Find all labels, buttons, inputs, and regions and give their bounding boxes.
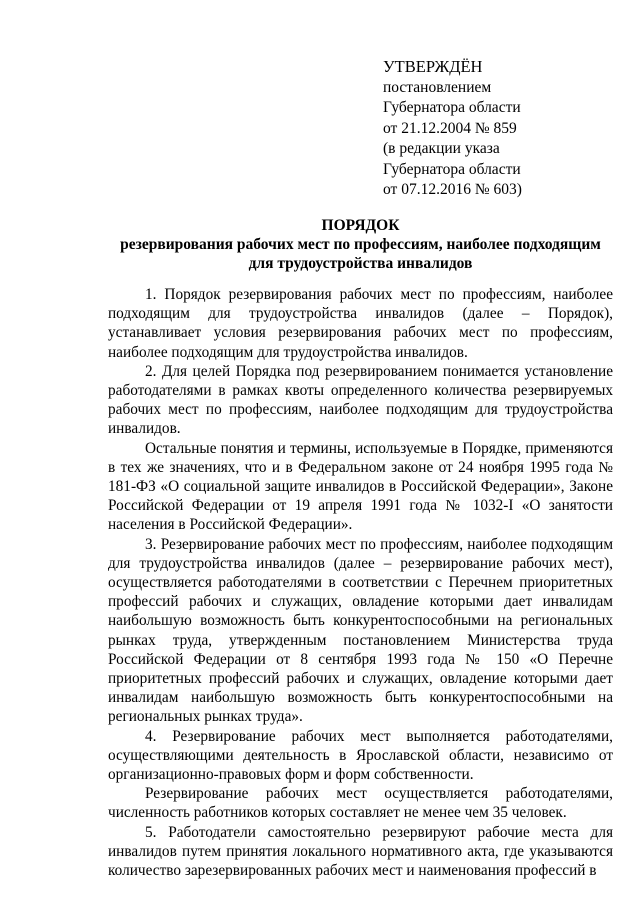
approval-line: Губернатора области	[383, 160, 521, 178]
paragraph-1: 1. Порядок резервирования рабочих мест по профессиям, наиболее подходящим для трудоустройства инвалидов (далее – Порядок), устанавливает условия резервирования рабочих мест по профессиям, наиболее подходящим для трудоустройства инвалидов.	[108, 286, 613, 361]
paragraph-4: 4. Резервирование рабочих мест выполняется работодателями, осуществляющими деятельность в Ярославской области, независимо от организационно-правовых форм и форм собственности.	[108, 727, 613, 784]
approval-stamp	[383, 57, 623, 201]
document-title: ПОРЯДОК	[321, 217, 400, 234]
approval-line: постановлением	[383, 78, 492, 96]
paragraph-2-continued: Остальные понятия и термины, используемые в Порядке, применяются в тех же значениях, что и в Федеральном законе от 24 ноября 1995 года № 181-ФЗ «О социальной защите инвалидов в Российской Федерации», Законе Российской Федерации от 19 апреля 1991 года № 1032-I «О занятости населения в Российской Федерации».	[108, 439, 613, 534]
paragraph-5: 5. Работодатели самостоятельно резервируют рабочие места для инвалидов путем принятия локального нормативного акта, где указываются количество зарезервированных рабочих мест и наименования профессий в	[108, 823, 613, 880]
approval-line: Губернатора области	[383, 99, 521, 116]
document-subtitle-line: для трудоустройства инвалидов	[248, 255, 473, 272]
approval-line: от 21.12.2004 № 859	[383, 119, 517, 137]
paragraph-4-continued: Резервирование рабочих мест осуществляется работодателями, численность работников которых составляет не менее чем 35 человек.	[108, 785, 613, 822]
paragraph-3: 3. Резервирование рабочих мест по профессиям, наиболее подходящим для трудоустройства инвалидов (далее – резервирование рабочих мест), осуществляется работодателями в соответствии с Перечнем приоритетных профессий рабочих и служащих, овладение которыми дает инвалидам наибольшую возможность быть конкурентоспособными на региональных рынках труда, утвержденным постановлением Министерства труда Российской Федерации от 8 сентября 1993 года № 150 «О Перечне приоритетных профессий рабочих и служащих, овладение которыми дает инвалидам наибольшую возможность быть конкурентоспособными на региональных рынках труда».	[108, 535, 613, 726]
document-subtitle-line: резервирования рабочих мест по профессиям, наиболее подходящим	[120, 236, 601, 253]
approval-heading: УТВЕРЖДЁН	[383, 57, 483, 76]
document-title-block	[108, 216, 613, 273]
approval-line: (в редакции указа	[383, 140, 500, 157]
document-body	[108, 285, 613, 880]
paragraph-2: 2. Для целей Порядка под резервированием понимается установление работодателями в рамках квоты определенного количества резервируемых рабочих мест по профессиям, наиболее подходящим для трудоустройства инвалидов.	[108, 362, 613, 438]
approval-line: от 07.12.2016 № 603)	[383, 181, 522, 198]
